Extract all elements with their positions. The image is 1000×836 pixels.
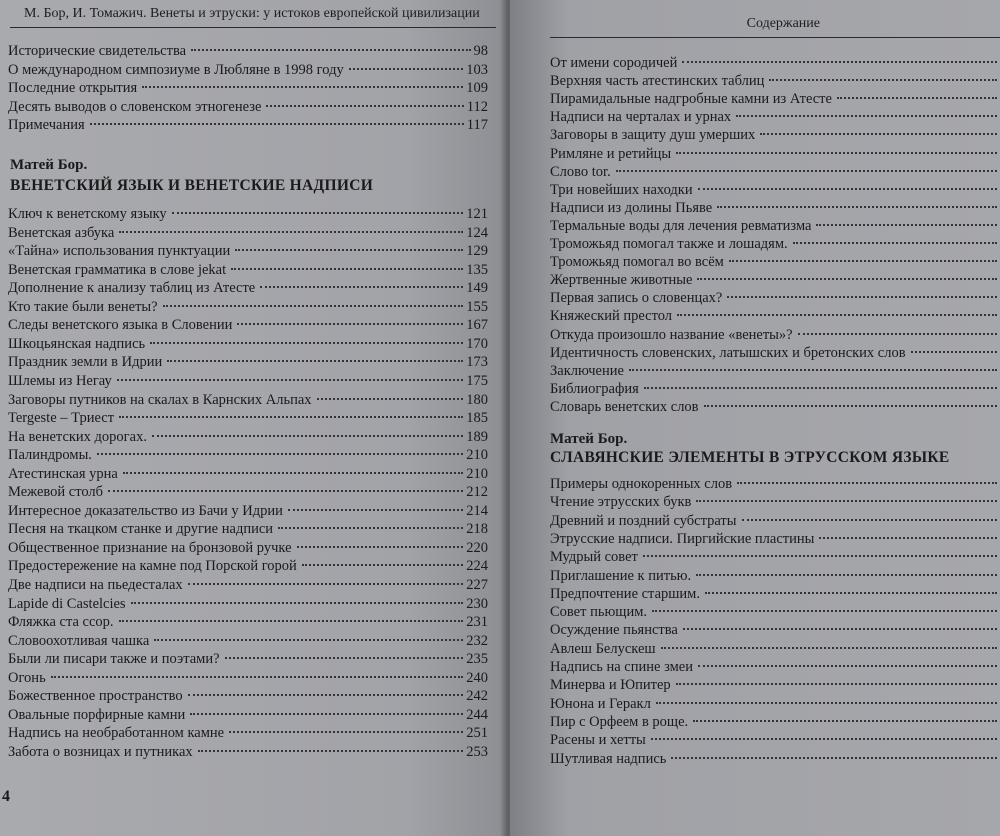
toc-entry (550, 731, 1000, 749)
toc-entry-page: 155 (466, 298, 488, 315)
dot-leader (288, 509, 463, 511)
toc-entry-title: Предпочтение старшим. (550, 585, 700, 602)
toc-entry (550, 145, 1000, 163)
dot-leader (119, 231, 463, 233)
toc-entry (8, 298, 488, 316)
toc-entry-title: Фляжка ста ссор. (8, 614, 114, 631)
dot-leader (317, 398, 464, 400)
dot-leader (682, 61, 997, 63)
toc-entry (550, 72, 1000, 90)
dot-leader (172, 212, 464, 214)
toc-entry (550, 695, 1000, 713)
dot-leader (705, 592, 997, 594)
toc-entry-title: На венетских дорогах. (8, 428, 147, 445)
toc-entry-page: 210 (466, 447, 488, 464)
dot-leader (671, 757, 997, 759)
toc-entry-page: 240 (466, 669, 488, 686)
toc-entry-title: Общественное признание на бронзовой ручке (8, 539, 292, 556)
dot-leader (131, 602, 464, 604)
dot-leader (190, 713, 463, 715)
dot-leader (302, 564, 463, 566)
toc-entry-page: 167 (466, 317, 488, 334)
dot-leader (51, 676, 464, 678)
toc-entry-title: Заговоры путников на скалах в Карнских Альпах (8, 391, 312, 408)
dot-leader (191, 49, 470, 51)
toc-entry-page: 220 (466, 539, 488, 556)
toc-entry-title: «Тайна» использования пунктуации (8, 243, 231, 260)
toc-entry-page: 180 (466, 391, 488, 408)
dot-leader (696, 500, 997, 502)
toc-entry-title: Две надписи на пьедесталах (8, 577, 183, 593)
toc-entry (550, 126, 1000, 144)
toc-entry-page: 212 (466, 484, 488, 501)
dot-leader (736, 115, 997, 117)
toc-entry-title: Заключение (550, 362, 624, 379)
toc-entry-title: Последние открытия (8, 80, 138, 96)
toc-entry (550, 567, 1000, 585)
dot-leader (119, 416, 463, 418)
toc-entry-title: Заговоры в защиту душ умерших (550, 127, 756, 144)
running-head-left: М. Бор, И. Томажич. Венеты и этруски: у истоков европейской цивилизации (24, 6, 480, 21)
toc-entry (8, 483, 488, 501)
dot-leader (676, 683, 997, 685)
toc-entry (8, 650, 488, 668)
toc-entry-page: 227 (466, 577, 488, 593)
toc-entry-title: Осуждение пьянства (550, 622, 678, 639)
toc-entry-page: 149 (466, 280, 488, 297)
toc-entry-title: Lapide di Castelcies (8, 595, 126, 612)
toc-entry (550, 548, 1000, 566)
section-heading: ВЕНЕТСКИЙ ЯЗЫК И ВЕНЕТСКИЕ НАДПИСИ (10, 177, 374, 194)
dot-leader (651, 738, 997, 740)
toc-entry (8, 520, 488, 538)
toc-entry-page: 129 (466, 243, 488, 260)
toc-entry-page: 124 (466, 224, 488, 241)
dot-leader (198, 750, 464, 752)
toc-entry-title: Княжеский престол (550, 308, 673, 325)
toc-entry (8, 335, 488, 353)
toc-entry-title: Шлемы из Негау (8, 372, 112, 389)
dot-leader (717, 206, 997, 208)
toc-entry (550, 676, 1000, 694)
toc-entry (550, 54, 1000, 72)
dot-leader (152, 435, 463, 437)
toc-entry-title: Верхняя часть атестинских таблиц (550, 73, 765, 90)
toc-entry-title: Исторические свидетельства (8, 43, 187, 59)
toc-entry (8, 557, 488, 575)
toc-entry (550, 530, 1000, 548)
toc-entry-title: Надпись на необработанном камне (8, 725, 225, 742)
toc-entry-title: Словарь венетских слов (550, 398, 699, 415)
dot-leader (188, 694, 464, 696)
toc-entry-page: 185 (466, 410, 488, 427)
dot-leader (266, 105, 463, 107)
toc-entry (550, 475, 1000, 493)
toc-entry (550, 640, 1000, 658)
toc-entry-title: Шкоцьянская надпись (8, 335, 146, 352)
toc-entry-title: Мудрый совет (550, 549, 638, 566)
toc-entry-title: Следы венетского языка в Словении (8, 317, 233, 334)
toc-entry-page: 112 (466, 98, 488, 115)
toc-entry (8, 242, 488, 260)
dot-leader (676, 152, 997, 154)
toc-entry (8, 502, 488, 520)
toc-entry-page: 103 (466, 61, 488, 78)
toc-entry (550, 344, 1000, 362)
toc-entry (8, 42, 488, 60)
toc-entry (8, 391, 488, 409)
toc-entry (550, 512, 1000, 530)
toc-entry-page: 224 (466, 558, 488, 575)
toc-entry-title: Термальные воды для лечения ревматизма (550, 217, 812, 234)
toc-entry-title: Примеры однокоренных слов (550, 476, 733, 492)
dot-leader (696, 574, 997, 576)
dot-leader (278, 527, 463, 529)
toc-entry (8, 632, 488, 650)
toc-entry-title: Праздник земли в Идрии (8, 354, 163, 371)
toc-entry (8, 79, 488, 97)
toc-entry-page: 170 (466, 335, 488, 352)
toc-entry-title: Приглашение к питью. (550, 567, 692, 584)
dot-leader (108, 490, 463, 492)
toc-entry (550, 658, 1000, 676)
toc-entry-page: 253 (466, 743, 488, 760)
toc-entry (550, 271, 1000, 289)
toc-entry-title: Пир с Орфеем в роще. (550, 713, 689, 730)
toc-entry-title: Были ли писари также и поэтами? (8, 651, 220, 668)
dot-leader (643, 555, 997, 557)
toc-entry (550, 585, 1000, 603)
dot-leader (225, 657, 464, 659)
dot-leader (837, 97, 997, 99)
toc-entry-title: Предостережение на камне под Порской горой (8, 558, 297, 575)
toc-entry-page: 235 (466, 651, 488, 668)
toc-entry (550, 289, 1000, 307)
toc-entry (550, 163, 1000, 181)
dot-leader (167, 360, 463, 362)
toc-entry-title: Этрусские надписи. Пиргийские пластины (550, 530, 815, 547)
running-head-right: Содержание (746, 16, 820, 31)
toc-entry (8, 205, 488, 223)
dot-leader (154, 639, 463, 641)
dot-leader (727, 296, 997, 298)
toc-entry (8, 613, 488, 631)
toc-entry (8, 116, 488, 134)
toc-entry-title: Венетская азбука (8, 224, 115, 241)
dot-leader (661, 647, 997, 649)
toc-entry-title: Юнона и Геракл (550, 695, 651, 712)
dot-leader (297, 546, 464, 548)
toc-entry-title: Палиндромы. (8, 447, 92, 464)
dot-leader (90, 123, 464, 125)
dot-leader (698, 188, 997, 190)
toc-entry (8, 428, 488, 446)
toc-entry-page: 175 (466, 372, 488, 389)
toc-entry (550, 362, 1000, 380)
section-heading: СЛАВЯНСКИЕ ЭЛЕМЕНТЫ В ЭТРУССКОМ ЯЗЫКЕ (550, 449, 950, 466)
toc-entry (550, 493, 1000, 511)
toc-entry-page: 214 (466, 502, 488, 519)
toc-entry-title: Венетская грамматика в слове jekat (8, 261, 227, 278)
toc-entry-title: Минерва и Юпитер (550, 677, 671, 694)
toc-entry (8, 261, 488, 279)
dot-leader (698, 665, 997, 667)
toc-entry (8, 61, 488, 79)
dot-leader (119, 620, 464, 622)
dot-leader (677, 314, 997, 316)
toc-entry-title: Чтение этрусских букв (550, 494, 692, 511)
toc-entry (550, 380, 1000, 398)
toc-entry-title: Межевой столб (8, 484, 104, 501)
toc-entry (8, 595, 488, 613)
toc-entry-page: 121 (466, 206, 488, 222)
dot-leader (150, 342, 463, 344)
right-page (510, 0, 1000, 836)
toc-entry-page: 189 (466, 428, 488, 445)
toc-entry-page: 135 (466, 261, 488, 278)
toc-entry (550, 750, 1000, 768)
dot-leader (142, 86, 463, 88)
toc-entry-title: Дополнение к анализу таблиц из Атесте (8, 280, 256, 297)
toc-entry-page: 98 (473, 43, 488, 59)
toc-entry (550, 713, 1000, 731)
header-rule (10, 27, 496, 28)
toc-entry-title: Tergeste – Триест (8, 410, 115, 427)
toc-entry-title: Божественное пространство (8, 688, 183, 705)
dot-leader (760, 133, 997, 135)
dot-leader (729, 260, 997, 262)
dot-leader (188, 583, 464, 585)
toc-entry-title: Совет пьющим. (550, 604, 648, 621)
toc-entry (8, 98, 488, 116)
toc-entry-title: Надписи на черталах и урнах (550, 109, 732, 126)
toc-entry (8, 687, 488, 705)
dot-leader (229, 731, 463, 733)
toc-entry-page: 218 (466, 521, 488, 538)
toc-entry-title: О международном симпозиуме в Любляне в 1998 году (8, 61, 344, 78)
toc-entry-title: Троможьяд помогал также и лошадям. (550, 236, 788, 252)
toc-entry-title: Древний и поздний субстраты (550, 512, 737, 529)
dot-leader (97, 453, 463, 455)
toc-entry (8, 446, 488, 464)
toc-entry-title: Огонь (8, 669, 46, 686)
dot-leader (704, 405, 997, 407)
toc-entry (550, 199, 1000, 217)
toc-entry-title: Словоохотливая чашка (8, 632, 150, 649)
dot-leader (644, 387, 997, 389)
toc-entry-page: 210 (466, 465, 488, 482)
toc-entry (8, 706, 488, 724)
toc-entry (8, 224, 488, 242)
toc-entry (8, 465, 488, 483)
dot-leader (260, 286, 463, 288)
toc-entry (550, 253, 1000, 271)
dot-leader (123, 472, 463, 474)
toc-entry (8, 409, 488, 427)
dot-leader (911, 351, 997, 353)
toc-entry-title: Надписи из долины Пьяве (550, 199, 713, 216)
toc-entry (550, 181, 1000, 199)
dot-leader (237, 323, 463, 325)
toc-entry-title: Песня на ткацком станке и другие надписи (8, 521, 274, 538)
toc-entry-page: 231 (466, 614, 488, 631)
toc-entry (550, 307, 1000, 325)
toc-entry (550, 235, 1000, 253)
toc-entry-page: 232 (466, 632, 488, 649)
toc-entry (8, 576, 488, 594)
dot-leader (117, 379, 463, 381)
toc-entry-title: Шутливая надпись (550, 750, 667, 767)
toc-entry (550, 603, 1000, 621)
toc-entry-title: Десять выводов о словенском этногенезе (8, 98, 262, 115)
dot-leader (697, 278, 997, 280)
toc-entry-title: Авлеш Белускеш (550, 640, 656, 657)
toc-entry (8, 669, 488, 687)
toc-entry-title: Интересное доказательство из Бачи у Идрии (8, 502, 283, 519)
toc-entry-title: Римляне и ретийцы (550, 145, 672, 162)
toc-entry (550, 217, 1000, 235)
dot-leader (231, 268, 463, 270)
toc-entry (8, 724, 488, 742)
toc-entry-title: Слово tor. (550, 163, 611, 180)
dot-leader (793, 242, 997, 244)
toc-entry (550, 621, 1000, 639)
toc-entry-title: Жертвенные животные (550, 272, 693, 289)
dot-leader (652, 610, 997, 612)
dot-leader (737, 482, 997, 484)
dot-leader (819, 537, 997, 539)
toc-entry-title: От имени сородичей (550, 55, 678, 71)
toc-entry-page: 251 (466, 725, 488, 742)
dot-leader (769, 79, 997, 81)
toc-entry (8, 743, 488, 761)
toc-entry (8, 316, 488, 334)
toc-entry-title: Троможьяд помогал во всём (550, 254, 724, 271)
dot-leader (163, 305, 464, 307)
dot-leader (656, 702, 997, 704)
author-heading: Матей Бор. (550, 431, 628, 447)
dot-leader (349, 68, 464, 70)
dot-leader (693, 720, 997, 722)
toc-entry-title: Первая запись о словенцах? (550, 290, 723, 307)
toc-entry-title: Забота о возницах и путниках (8, 743, 193, 760)
toc-entry-title: Надпись на спине змеи (550, 659, 693, 675)
dot-leader (798, 333, 997, 335)
toc-entry (8, 372, 488, 390)
dot-leader (616, 170, 997, 172)
dot-leader (683, 628, 997, 630)
dot-leader (235, 249, 463, 251)
toc-entry (8, 279, 488, 297)
toc-entry-title: Откуда произошло название «венеты»? (550, 326, 793, 343)
toc-entry-title: Расены и хетты (550, 732, 646, 749)
toc-entry-title: Ключ к венетскому языку (8, 206, 167, 222)
toc-entry-title: Идентичность словенских, латышских и бретонских слов (550, 344, 906, 361)
toc-entry-page: 242 (466, 688, 488, 705)
dot-leader (742, 519, 998, 521)
dot-leader (629, 369, 997, 371)
toc-entry-page: 173 (466, 354, 488, 371)
toc-entry-page: 117 (466, 117, 488, 133)
dot-leader (816, 224, 997, 226)
toc-entry-page: 244 (466, 706, 488, 723)
toc-entry-title: Пирамидальные надгробные камни из Атесте (550, 91, 832, 108)
toc-entry (550, 108, 1000, 126)
toc-entry-title: Три новейших находки (550, 181, 693, 198)
toc-entry (550, 90, 1000, 108)
toc-entry (550, 398, 1000, 416)
toc-entry-page: 230 (466, 595, 488, 612)
toc-entry (8, 353, 488, 371)
header-rule (550, 37, 1000, 38)
toc-entry-title: Библиография (550, 380, 639, 397)
toc-entry-title: Примечания (8, 117, 85, 133)
toc-entry-title: Овальные порфирные камни (8, 706, 186, 723)
toc-entry-title: Атестинская урна (8, 465, 118, 482)
page-number: 4 (2, 788, 10, 805)
author-heading: Матей Бор. (10, 157, 88, 173)
toc-entry (8, 539, 488, 557)
toc-entry-title: Кто такие были венеты? (8, 298, 158, 315)
toc-entry-page: 109 (466, 80, 488, 96)
toc-entry (550, 326, 1000, 344)
